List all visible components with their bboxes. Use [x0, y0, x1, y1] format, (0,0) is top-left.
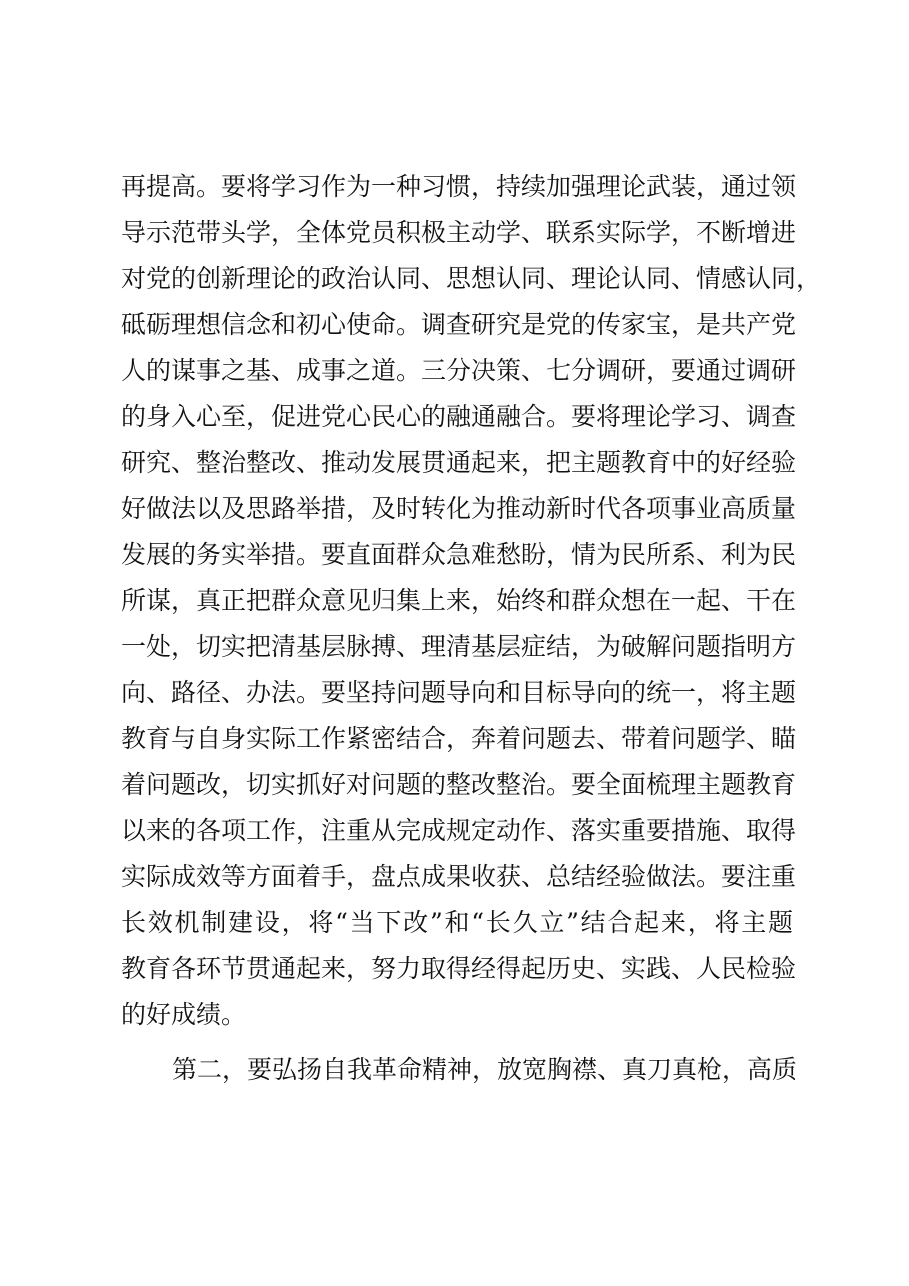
text-line: 以来的各项工作，注重从完成规定动作、落实重要措施、取得	[121, 816, 797, 845]
text-line: 砥砺理想信念和初心使命。调查研究是党的传家宝，是共产党	[121, 310, 797, 339]
text-line: 教育各环节贯通起来，努力取得经得起历史、实践、人民检验	[121, 954, 797, 983]
text-line: 发展的务实举措。要直面群众急难愁盼，情为民所系、利为民	[121, 540, 797, 569]
text-line: 人的谋事之基、成事之道。三分决策、七分调研，要通过调研	[121, 356, 797, 385]
text-line: 一处，切实把清基层脉搏、理清基层症结，为破解问题指明方	[121, 632, 797, 661]
text-line: 实际成效等方面着手，盘点成果收获、总结经验做法。要注重	[121, 862, 797, 891]
text-line: 的身入心至，促进党心民心的融通融合。要将理论学习、调查	[121, 402, 797, 431]
text-line: 长效机制建设，将“当下改”和“长久立”结合起来，将主题	[121, 908, 793, 937]
text-line: 研究、整治整改、推动发展贯通起来，把主题教育中的好经验	[121, 448, 797, 477]
text-line: 教育与自身实际工作紧密结合，奔着问题去、带着问题学、瞄	[121, 724, 797, 753]
text-line: 导示范带头学，全体党员积极主动学、联系实际学，不断增进	[121, 218, 797, 247]
text-line: 的好成绩。	[121, 1000, 247, 1029]
text-line: 再提高。要将学习作为一种习惯，持续加强理论武装，通过领	[121, 172, 797, 201]
text-line: 对党的创新理论的政治认同、思想认同、理论认同、情感认同，	[121, 264, 822, 293]
text-line: 所谋，真正把群众意见归集上来，始终和群众想在一起、干在	[121, 586, 797, 615]
text-line: 第二，要弘扬自我革命精神，放宽胸襟、真刀真枪，高质	[172, 1055, 798, 1084]
text-line: 好做法以及思路举措，及时转化为推动新时代各项事业高质量	[121, 494, 797, 523]
text-line: 向、路径、办法。要坚持问题导向和目标导向的统一，将主题	[121, 678, 797, 707]
text-line: 着问题改，切实抓好对问题的整改整治。要全面梳理主题教育	[121, 770, 797, 799]
